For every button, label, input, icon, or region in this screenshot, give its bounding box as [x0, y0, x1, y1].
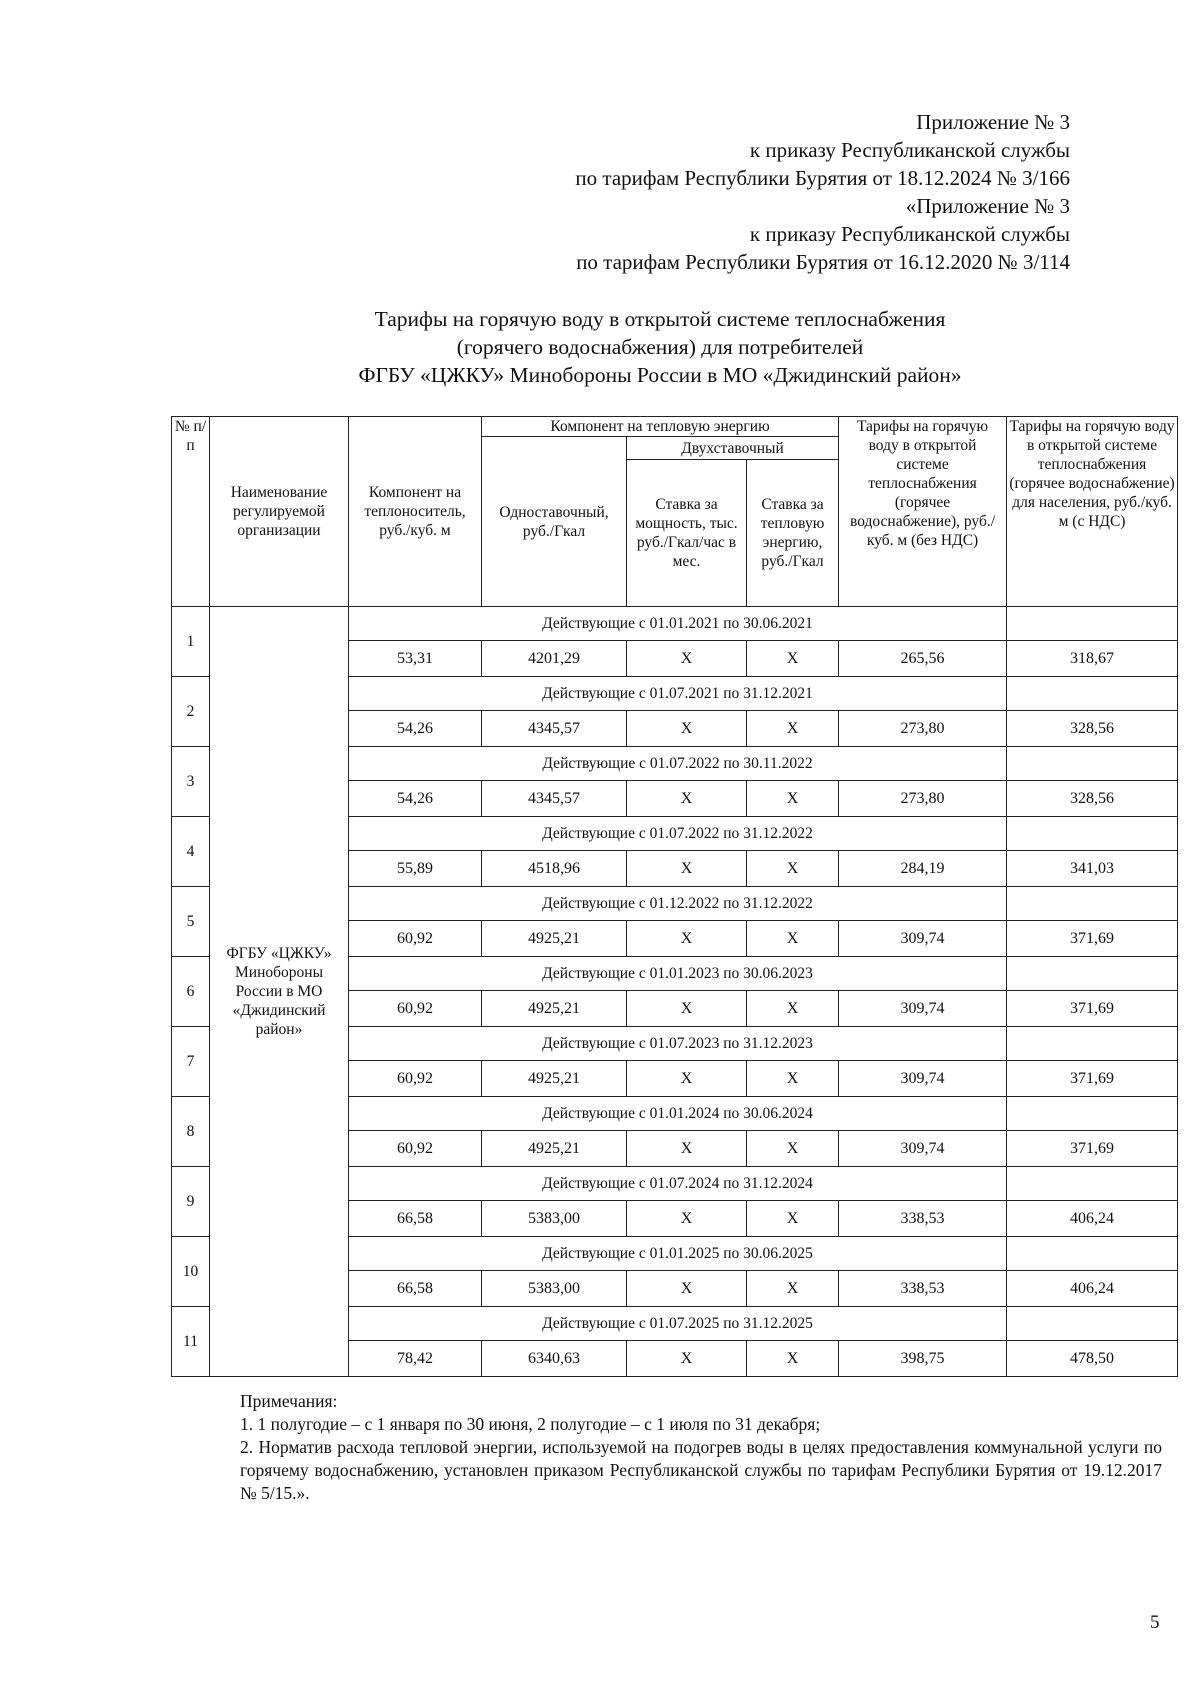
carrier-value: 54,26 — [349, 711, 482, 747]
period-blank-cell — [1007, 1097, 1178, 1131]
header-single-rate: Одноставочный, руб./Гкал — [482, 437, 627, 607]
power-rate-value: X — [627, 1201, 747, 1237]
single-rate-value: 4925,21 — [482, 1131, 627, 1167]
header-row — [172, 417, 1178, 437]
tariff-vat-value: 371,69 — [1007, 1061, 1178, 1097]
energy-rate-value: X — [747, 1131, 839, 1167]
period-blank-cell — [1007, 607, 1178, 641]
single-rate-value: 5383,00 — [482, 1271, 627, 1307]
header-tariff-vat: Тарифы на горячую воду в открытой системе теплоснабжения (горячее водоснабжение) для населения, руб./куб. м (с НДС) — [1007, 417, 1178, 607]
period-blank-cell — [1007, 817, 1178, 851]
row-number: 9 — [172, 1167, 210, 1237]
header-energy-rate: Ставка за тепловую энергию, руб./Гкал — [747, 460, 839, 607]
tariff-vat-value: 328,56 — [1007, 711, 1178, 747]
period-label: Действующие с 01.12.2022 по 31.12.2022 — [349, 887, 1007, 921]
tariff-no-vat-value: 273,80 — [839, 711, 1007, 747]
energy-rate-value: X — [747, 781, 839, 817]
energy-rate-value: X — [747, 1061, 839, 1097]
row-number: 4 — [172, 817, 210, 887]
organization-name: ФГБУ «ЦЖКУ» Минобороны России в МО «Джидинский район» — [210, 607, 349, 1377]
period-blank-cell — [1007, 1167, 1178, 1201]
note-item: 1. 1 полугодие – с 1 января по 30 июня, 2 полугодие – с 1 июля по 31 декабря; — [240, 1414, 821, 1434]
carrier-value: 66,58 — [349, 1271, 482, 1307]
carrier-value: 53,31 — [349, 641, 482, 677]
period-label: Действующие с 01.01.2023 по 30.06.2023 — [349, 957, 1007, 991]
power-rate-value: X — [627, 711, 747, 747]
header-org: Наименование регулируемой организации — [210, 417, 349, 607]
page-number: 5 — [1150, 1612, 1160, 1633]
single-rate-value: 4925,21 — [482, 1061, 627, 1097]
tariff-no-vat-value: 273,80 — [839, 781, 1007, 817]
power-rate-value: X — [627, 921, 747, 957]
row-number: 6 — [172, 957, 210, 1027]
single-rate-value: 6340,63 — [482, 1341, 627, 1377]
power-rate-value: X — [627, 1341, 747, 1377]
power-rate-value: X — [627, 1271, 747, 1307]
title-line: Тарифы на горячую воду в открытой системе теплоснабжения — [374, 307, 946, 331]
tariff-no-vat-value: 338,53 — [839, 1201, 1007, 1237]
period-row — [172, 607, 1178, 641]
period-blank-cell — [1007, 957, 1178, 991]
period-blank-cell — [1007, 887, 1178, 921]
energy-rate-value: X — [747, 1341, 839, 1377]
row-number: 10 — [172, 1237, 210, 1307]
header-two-part: Двухставочный — [627, 437, 839, 460]
single-rate-value: 4345,57 — [482, 711, 627, 747]
period-label: Действующие с 01.01.2024 по 30.06.2024 — [349, 1097, 1007, 1131]
title-line: (горячего водоснабжения) для потребителей — [456, 335, 864, 359]
period-label: Действующие с 01.07.2022 по 30.11.2022 — [349, 747, 1007, 781]
energy-rate-value: X — [747, 851, 839, 887]
tariff-no-vat-value: 309,74 — [839, 921, 1007, 957]
tariff-vat-value: 341,03 — [1007, 851, 1178, 887]
header-carrier: Компонент на теплоноситель, руб./куб. м — [349, 417, 482, 607]
single-rate-value: 4925,21 — [482, 921, 627, 957]
period-blank-cell — [1007, 1237, 1178, 1271]
period-label: Действующие с 01.07.2022 по 31.12.2022 — [349, 817, 1007, 851]
title-line: ФГБУ «ЦЖКУ» Минобороны России в МО «Джидинский район» — [358, 363, 962, 387]
row-number: 5 — [172, 887, 210, 957]
energy-rate-value: X — [747, 1271, 839, 1307]
single-rate-value: 4925,21 — [482, 991, 627, 1027]
tariff-table — [171, 416, 1178, 1377]
period-blank-cell — [1007, 677, 1178, 711]
tariff-no-vat-value: 309,74 — [839, 1131, 1007, 1167]
row-number: 8 — [172, 1097, 210, 1167]
appendix-reference — [370, 108, 1070, 276]
tariff-no-vat-value: 338,53 — [839, 1271, 1007, 1307]
carrier-value: 60,92 — [349, 1061, 482, 1097]
period-label: Действующие с 01.01.2025 по 30.06.2025 — [349, 1237, 1007, 1271]
appendix-line: к приказу Республиканской службы — [749, 138, 1070, 162]
row-number: 3 — [172, 747, 210, 817]
period-label: Действующие с 01.07.2021 по 31.12.2021 — [349, 677, 1007, 711]
appendix-line: по тарифам Республики Бурятия от 16.12.2020 № 3/114 — [576, 250, 1070, 274]
period-blank-cell — [1007, 1307, 1178, 1341]
header-heat-component: Компонент на тепловую энергию — [482, 417, 839, 437]
document-title — [160, 305, 1160, 389]
energy-rate-value: X — [747, 711, 839, 747]
period-blank-cell — [1007, 747, 1178, 781]
tariff-vat-value: 406,24 — [1007, 1201, 1178, 1237]
carrier-value: 78,42 — [349, 1341, 482, 1377]
tariff-vat-value: 371,69 — [1007, 991, 1178, 1027]
power-rate-value: X — [627, 991, 747, 1027]
period-label: Действующие с 01.07.2025 по 31.12.2025 — [349, 1307, 1007, 1341]
row-number: 11 — [172, 1307, 210, 1377]
carrier-value: 54,26 — [349, 781, 482, 817]
power-rate-value: X — [627, 851, 747, 887]
carrier-value: 66,58 — [349, 1201, 482, 1237]
tariff-no-vat-value: 309,74 — [839, 1061, 1007, 1097]
tariff-no-vat-value: 284,19 — [839, 851, 1007, 887]
tariff-vat-value: 478,50 — [1007, 1341, 1178, 1377]
notes-heading: Примечания: — [240, 1391, 338, 1411]
power-rate-value: X — [627, 1061, 747, 1097]
tariff-vat-value: 406,24 — [1007, 1271, 1178, 1307]
header-tariff-no-vat: Тарифы на горячую воду в открытой системе теплоснабжения (горячее водоснабжение), руб./куб. м (без НДС) — [839, 417, 1007, 607]
period-blank-cell — [1007, 1027, 1178, 1061]
single-rate-value: 4518,96 — [482, 851, 627, 887]
energy-rate-value: X — [747, 921, 839, 957]
period-label: Действующие с 01.07.2024 по 31.12.2024 — [349, 1167, 1007, 1201]
carrier-value: 55,89 — [349, 851, 482, 887]
note-item: 2. Норматив расхода тепловой энергии, используемой на подогрев воды в целях предоставления коммунальной услуги по горячему водоснабжению, установлен приказом Республиканской службы по тарифам Республики Бурятия от 19.12.2017 № 5/15.». — [240, 1437, 1162, 1503]
period-label: Действующие с 01.07.2023 по 31.12.2023 — [349, 1027, 1007, 1061]
tariff-vat-value: 328,56 — [1007, 781, 1178, 817]
energy-rate-value: X — [747, 1201, 839, 1237]
tariff-vat-value: 318,67 — [1007, 641, 1178, 677]
tariff-vat-value: 371,69 — [1007, 921, 1178, 957]
tariff-no-vat-value: 309,74 — [839, 991, 1007, 1027]
row-number: 1 — [172, 607, 210, 677]
notes — [240, 1390, 1162, 1505]
tariff-vat-value: 371,69 — [1007, 1131, 1178, 1167]
single-rate-value: 5383,00 — [482, 1201, 627, 1237]
appendix-line: по тарифам Республики Бурятия от 18.12.2024 № 3/166 — [575, 166, 1070, 190]
energy-rate-value: X — [747, 991, 839, 1027]
single-rate-value: 4201,29 — [482, 641, 627, 677]
power-rate-value: X — [627, 781, 747, 817]
tariff-no-vat-value: 265,56 — [839, 641, 1007, 677]
header-power-rate: Ставка за мощность, тыс. руб./Гкал/час в мес. — [627, 460, 747, 607]
appendix-line: «Приложение № 3 — [905, 194, 1070, 218]
appendix-line: Приложение № 3 — [916, 110, 1070, 134]
row-number: 2 — [172, 677, 210, 747]
power-rate-value: X — [627, 641, 747, 677]
row-number: 7 — [172, 1027, 210, 1097]
energy-rate-value: X — [747, 641, 839, 677]
header-num: № п/п — [172, 417, 210, 607]
power-rate-value: X — [627, 1131, 747, 1167]
tariff-no-vat-value: 398,75 — [839, 1341, 1007, 1377]
appendix-line: к приказу Республиканской службы — [749, 222, 1070, 246]
carrier-value: 60,92 — [349, 1131, 482, 1167]
single-rate-value: 4345,57 — [482, 781, 627, 817]
carrier-value: 60,92 — [349, 921, 482, 957]
period-label: Действующие с 01.01.2021 по 30.06.2021 — [349, 607, 1007, 641]
carrier-value: 60,92 — [349, 991, 482, 1027]
